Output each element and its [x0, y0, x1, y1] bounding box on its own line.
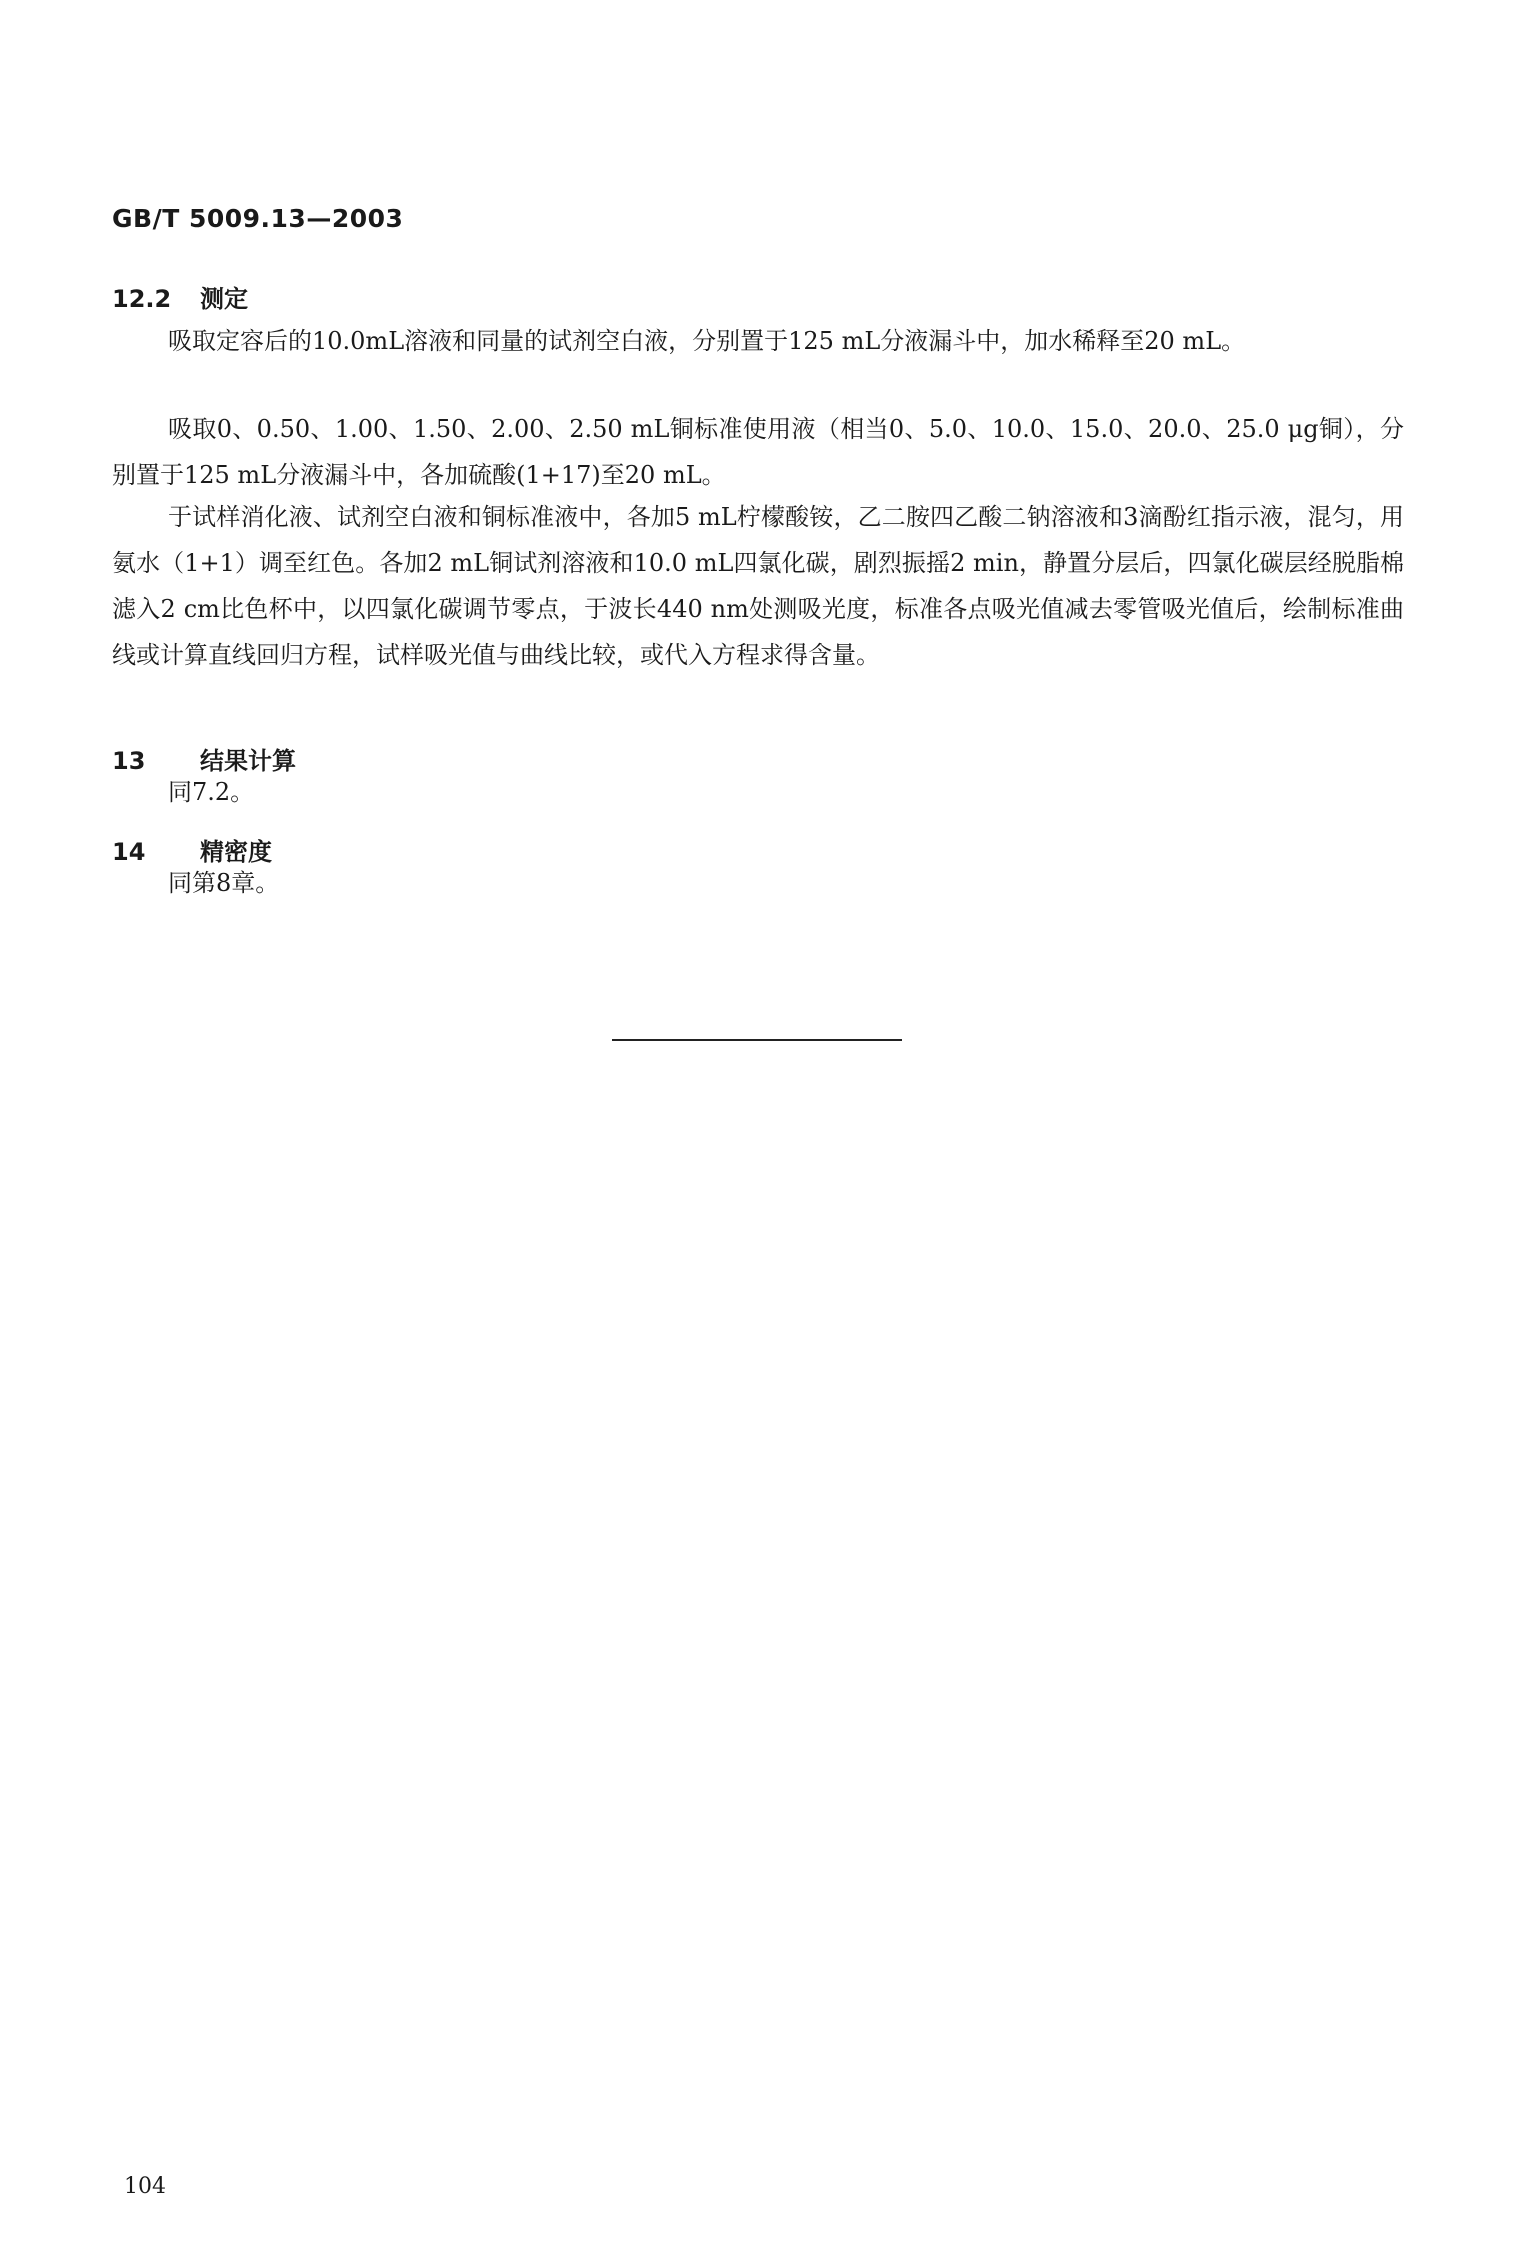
paragraph-sample-aliquot: 吸取定容后的10.0mL溶液和同量的试剂空白液，分别置于125 mL分液漏斗中，加水稀释至20 mL。: [168, 327, 1246, 355]
paragraph-precision: 同第8章。: [168, 869, 280, 897]
section-number: 13: [112, 747, 146, 775]
standard-code-header: GB/T 5009.13—2003: [112, 204, 404, 233]
page-number: 104: [124, 2174, 166, 2199]
section-title: 结果计算: [200, 747, 296, 775]
section-number: 14: [112, 838, 146, 866]
section-12-2-heading: [112, 279, 248, 314]
section-title: 测定: [200, 285, 248, 313]
paragraph-copper-standard: 吸取0、0.50、1.00、1.50、2.00、2.50 mL铜标准使用液（相当0、5.0、10.0、15.0、20.0、25.0 μg铜），分别置于125 mL分液漏斗中，各加硫酸(1+17)至20 mL。: [112, 415, 1404, 489]
end-of-standard-rule: [612, 1039, 902, 1041]
section-title: 精密度: [200, 838, 272, 866]
paragraph-result-calc: 同7.2。: [168, 778, 255, 806]
section-number: 12.2: [112, 285, 172, 313]
paragraph-procedure: 于试样消化液、试剂空白液和铜标准液中，各加5 mL柠檬酸铵，乙二胺四乙酸二钠溶液和3滴酚红指示液，混匀，用氨水（1+1）调至红色。各加2 mL铜试剂溶液和10.0 mL四氯化碳，剧烈振摇2 min，静置分层后，四氯化碳层经脱脂棉滤入2 cm比色杯中，以四氯化碳调节零点，于波长440 nm处测吸光度，标准各点吸光值减去零管吸光值后，绘制标准曲线或计算直线回归方程，试样吸光值与曲线比较，或代入方程求得含量。: [112, 503, 1404, 669]
